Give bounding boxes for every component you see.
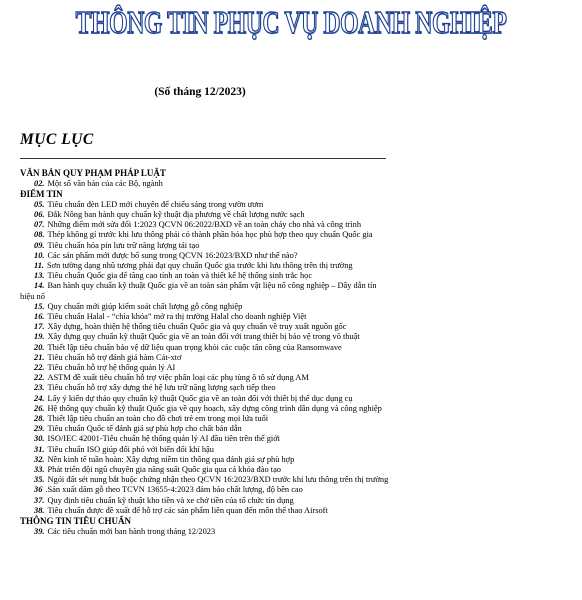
toc-entry-title: Tiêu chuẩn Quốc tế đánh giá sự phù hợp cho chất bán dẫn (47, 424, 242, 434)
toc-entry-title: Tiêu chuẩn hóa pin lưu trữ năng lượng tái tạo (47, 240, 200, 250)
toc-entry-title: Thiết lập tiêu chuẩn an toàn cho đồ chơi trẻ em trong mọi lứa tuổi (47, 414, 269, 424)
toc-entry-title: Nền kinh tế tuần hoàn: Xây dựng niềm tin thông qua đánh giá sự phù hợp (47, 454, 295, 464)
toc-entry[interactable] (20, 332, 390, 342)
toc-entry[interactable] (20, 179, 390, 189)
toc-entry[interactable] (20, 241, 390, 251)
masthead (0, 4, 507, 40)
toc-entry-page-number: 22. (34, 363, 45, 373)
toc-entry-title: Ngói đất sét nung bắt buộc chứng nhận theo QCVN 16:2023/BXD trước khi lưu thông trên thị trường (47, 475, 389, 485)
toc-entry-title: Tiêu chuẩn Halal - “chìa khóa” mở ra thị trường Halal cho doanh nghiệp Việt (47, 312, 307, 322)
toc-entry-page-number: 05. (34, 199, 45, 209)
toc-section-title: ĐIỂM TIN (20, 189, 63, 199)
toc-entry[interactable] (20, 455, 390, 465)
toc-entry-title: Các tiêu chuẩn mới ban hành trong tháng 12/2023 (47, 526, 216, 536)
toc-entry-title: ISO/IEC 42001-Tiêu chuẩn hệ thống quản lý AI đầu tiên trên thế giới (47, 434, 281, 444)
toc-entry[interactable] (20, 271, 390, 281)
toc-entry-title: Đắk Nông ban hành quy chuẩn kỹ thuật địa phương về chất lượng nước sạch (47, 210, 305, 219)
publication-title: THÔNG TIN PHỤC VỤ DOANH NGHIỆP (75, 4, 507, 40)
toc-entry-page-number: 29. (34, 424, 45, 434)
toc-entry[interactable] (20, 383, 390, 393)
toc-entry-page-number: 11. (34, 261, 45, 271)
toc-entry[interactable] (20, 506, 390, 516)
toc-entry-title: Tiêu chuẩn hỗ trợ xây dựng thẻ hệ lưu trữ năng lượng sạch tiếp theo (47, 383, 276, 393)
toc-heading: MỤC LỤC (20, 131, 94, 148)
toc-entry-title: Tiêu chuẩn Quốc gia để tăng cao tính an toàn và thiết kế hệ thống sinh trắc học (47, 271, 313, 281)
toc-entry[interactable] (20, 261, 390, 271)
toc-entry[interactable] (20, 445, 390, 455)
toc-entry-title: .Sản xuất dăm gỗ theo TCVN 13655-4:2023 đảm bảo chất lượng, độ bền cao (45, 485, 303, 495)
toc-entry-page-number: 33. (34, 465, 45, 475)
toc-entry-page-number: 02. (34, 178, 45, 188)
toc-entry-title: Tiêu chuẩn được đề xuất để hỗ trợ các sản phẩm liên quan đến môn thể thao Airsoft (47, 505, 328, 515)
toc-entry-title: Tiêu chuẩn ISO giúp đối phó với biến đổi khí hậu (47, 444, 214, 454)
toc-entry-page-number: 07. (34, 220, 45, 230)
toc-entry-title: Lấy ý kiến dự thảo quy chuẩn kỹ thuật Quốc gia về an toàn đối với thiết bị thể dục dụng cụ (47, 393, 353, 403)
toc-section-title: VĂN BẢN QUY PHẠM PHÁP LUẬT (20, 168, 166, 178)
toc-entry-title: Quy định tiêu chuẩn kỹ thuật kho tiền và xe chở tiền của tổ chức tín dụng (47, 495, 294, 505)
toc-entry[interactable] (20, 527, 390, 537)
toc-entry[interactable] (20, 281, 390, 301)
toc-entry-page-number: 22. (34, 373, 45, 383)
toc-entry-page-number: 32. (34, 454, 45, 464)
toc-entry[interactable] (20, 373, 390, 383)
toc-entry[interactable] (20, 465, 390, 475)
toc-entry-page-number: 16. (34, 312, 45, 322)
toc-entry-title: Xây dựng, hoàn thiện hệ thống tiêu chuẩn Quốc gia và quy chuẩn về truy xuất nguồn gốc (47, 322, 347, 332)
toc-entry[interactable] (20, 210, 390, 220)
toc-entry-title: Tiêu chuẩn đèn LED mới chuyên để chiếu sáng trong vườn ươm (47, 199, 264, 209)
toc-entry-title: Tiêu chuẩn hỗ trợ hệ thống quản lý AI (47, 363, 176, 373)
toc-entry[interactable] (20, 251, 390, 261)
toc-entry-page-number: 15. (34, 301, 45, 311)
toc-entry-title: Thiết lập tiêu chuẩn bảo vệ dữ liệu quan trọng khỏi các cuộc tấn công của Ransomwave (47, 342, 342, 352)
toc-entry-title: ASTM đề xuất tiêu chuẩn hỗ trợ việc phân loại các phụ tùng ô tô sử dụng AM (47, 373, 309, 383)
toc-section-title: THÔNG TIN TIÊU CHUẨN (20, 516, 131, 527)
toc-entry[interactable] (20, 424, 390, 434)
toc-entry-title: Phát triển đội ngũ chuyên gia năng suất Quốc gia qua cá khóa đào tạo (47, 465, 281, 475)
issue-label: (Số tháng 12/2023) (154, 86, 246, 98)
toc-entry-page-number: 37. (34, 495, 45, 505)
toc-entry-page-number: 06. (34, 210, 45, 219)
toc-entry[interactable] (20, 353, 390, 363)
toc-entry-page-number: 21. (34, 352, 45, 362)
toc-entry-title: Một số văn bản của các Bộ, ngành (47, 178, 163, 188)
toc-entry-title: Sơn tường dạng nhũ tương phải đạt quy chuẩn Quốc gia trước khi lưu thông trên thị trường (47, 261, 353, 271)
toc-entry[interactable] (20, 302, 390, 312)
toc-entry[interactable] (20, 475, 390, 485)
toc-entry[interactable] (20, 434, 390, 444)
toc-entry-page-number: 09. (34, 240, 45, 250)
toc-entry-page-number: 20. (34, 342, 45, 352)
toc-entry-page-number: 24. (34, 393, 45, 403)
toc-entry[interactable] (20, 404, 390, 414)
toc-entry-page-number: 13. (34, 271, 45, 281)
toc-entry-page-number: 31. (34, 444, 45, 454)
toc-entry[interactable] (20, 343, 390, 353)
toc-entry-page-number: 10. (34, 250, 45, 260)
toc-entry[interactable] (20, 496, 390, 506)
toc-entry-title: Thép không gỉ trước khi lưu thông phải có thành phần hóa học phù hợp theo quy chuẩn Quốc gia (47, 230, 373, 240)
toc-entry[interactable] (20, 414, 390, 424)
toc-entry-title: Ban hành quy chuẩn kỹ thuật Quốc gia về an toàn sản phẩm vật liệu nổ công nghiệp – Dây dẫn tín hiệu nổ (20, 281, 377, 301)
toc-entry-title: Các sản phẩm mới được bổ sung trong QCVN 16:2023/BXD như thế nào? (47, 250, 298, 260)
toc-entry-title: Hệ thống quy chuẩn kỹ thuật Quốc gia về quy hoạch, xây dựng công trình dân dụng và công nghiệp (47, 403, 382, 413)
toc-entry-page-number: 30. (34, 434, 45, 444)
toc-entry-page-number: 35. (34, 475, 45, 485)
toc-entry-page-number: 36 (34, 485, 43, 495)
toc-entry-title: Quy chuẩn mới giúp kiểm soát chất lượng gỗ công nghiệp (47, 301, 243, 311)
toc-entry-page-number: 14. (34, 281, 45, 291)
toc-entry[interactable] (20, 312, 390, 322)
table-of-contents (20, 168, 390, 537)
toc-entry-page-number: 38. (34, 505, 45, 515)
toc-entry[interactable] (20, 485, 390, 495)
toc-entry-page-number: 23. (34, 383, 45, 393)
toc-entry-page-number: 17. (34, 322, 45, 332)
toc-entry-page-number: 28. (34, 414, 45, 424)
toc-entry[interactable] (20, 230, 390, 240)
toc-divider (20, 158, 386, 159)
toc-entry[interactable] (20, 363, 390, 373)
toc-entry[interactable] (20, 220, 390, 230)
toc-entry-page-number: 26. (34, 403, 45, 413)
toc-entry-page-number: 08. (34, 230, 45, 240)
toc-entry[interactable] (20, 394, 390, 404)
toc-entry[interactable] (20, 322, 390, 332)
toc-entry[interactable] (20, 200, 390, 210)
toc-entry-title: Xây dựng quy chuẩn kỹ thuật Quốc gia về an toàn đối với trang thiết bị bảo vệ trong võ thuật (47, 332, 360, 342)
toc-entry-page-number: 19. (34, 332, 45, 342)
toc-entry-page-number: 39. (34, 526, 45, 536)
toc-entry-title: Tiêu chuẩn hỗ trợ đánh giá hàm Cát-xtơ (47, 352, 182, 362)
toc-entry-title: Những điểm mới sửa đổi 1:2023 QCVN 06:2022/BXD về an toàn cháy cho nhà và công trình (47, 220, 362, 230)
